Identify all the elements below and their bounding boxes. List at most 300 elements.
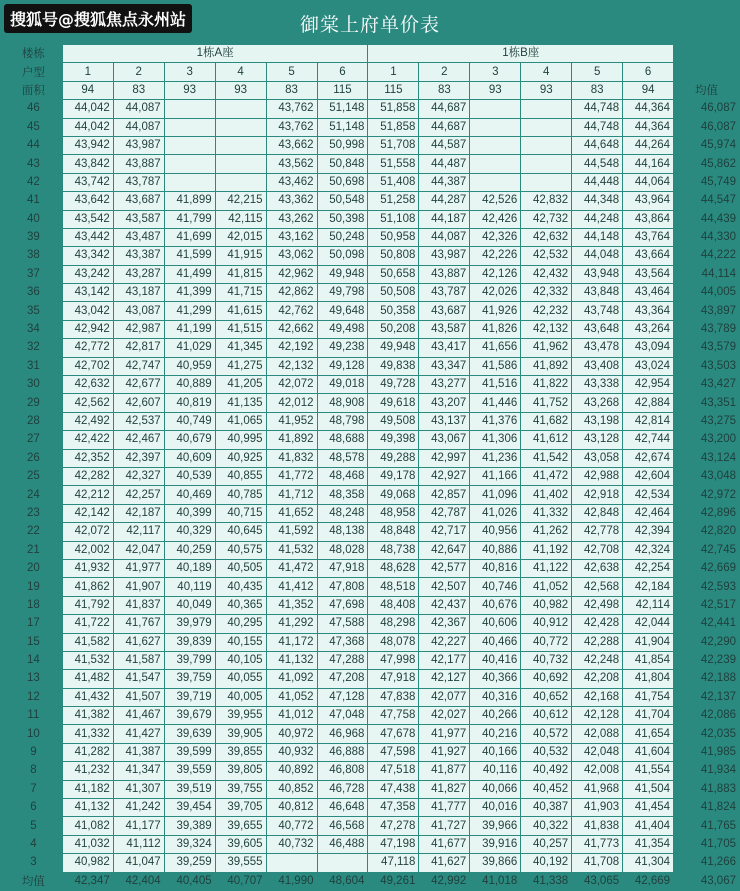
price-cell: 40,995 — [215, 431, 266, 449]
price-cell: 41,926 — [470, 302, 521, 320]
price-cell: 41,767 — [113, 615, 164, 633]
price-cell: 42,397 — [113, 449, 164, 467]
price-cell — [215, 155, 266, 173]
price-cell: 40,119 — [164, 578, 215, 596]
table-row — [5, 523, 740, 541]
price-cell: 41,837 — [113, 596, 164, 614]
price-cell: 42,918 — [572, 486, 623, 504]
price-cell: 42,142 — [62, 504, 113, 522]
price-cell: 41,862 — [62, 578, 113, 596]
price-cell: 41,387 — [113, 743, 164, 761]
price-cell: 40,329 — [164, 523, 215, 541]
area-cell: 83 — [113, 81, 164, 99]
price-cell: 42,562 — [62, 394, 113, 412]
price-cell: 40,746 — [470, 578, 521, 596]
price-cell: 41,962 — [521, 339, 572, 357]
table-row — [5, 173, 740, 191]
price-cell: 43,277 — [419, 376, 470, 394]
row-average: 42,517 — [700, 598, 736, 611]
price-cell: 40,692 — [521, 670, 572, 688]
floor-number: 43 — [27, 157, 40, 170]
price-cell: 40,749 — [164, 412, 215, 430]
price-cell: 39,599 — [164, 743, 215, 761]
column-average: 42,347 — [74, 874, 110, 887]
price-cell: 44,548 — [572, 155, 623, 173]
price-cell: 44,687 — [419, 118, 470, 136]
price-cell: 42,282 — [62, 467, 113, 485]
price-cell: 42,332 — [521, 284, 572, 302]
row-average: 43,579 — [700, 341, 736, 354]
price-cell: 40,192 — [521, 854, 572, 872]
price-cell: 40,257 — [521, 835, 572, 853]
area-cell: 93 — [521, 81, 572, 99]
price-cell: 40,505 — [215, 559, 266, 577]
price-cell: 41,682 — [521, 412, 572, 430]
price-cell: 49,398 — [368, 431, 419, 449]
price-cell: 44,648 — [572, 136, 623, 154]
unit-type-cell: 6 — [623, 63, 674, 81]
unit-type-cell: 1 — [62, 63, 113, 81]
table-row — [5, 357, 740, 375]
price-cell: 44,264 — [623, 136, 674, 154]
row-average: 46,087 — [700, 120, 736, 133]
price-cell: 42,088 — [572, 725, 623, 743]
price-cell: 43,648 — [572, 320, 623, 338]
price-cell: 41,332 — [62, 725, 113, 743]
price-cell: 44,164 — [623, 155, 674, 173]
price-cell: 40,982 — [62, 854, 113, 872]
row-average: 44,222 — [700, 249, 736, 262]
price-cell: 41,792 — [62, 596, 113, 614]
price-cell: 41,752 — [521, 394, 572, 412]
floor-number: 9 — [30, 746, 37, 759]
price-cell: 41,586 — [470, 357, 521, 375]
price-cell: 44,487 — [419, 155, 470, 173]
price-cell: 39,955 — [215, 707, 266, 725]
price-cell — [521, 155, 572, 173]
price-cell: 40,189 — [164, 559, 215, 577]
table-row — [5, 541, 740, 559]
price-cell: 46,568 — [317, 817, 368, 835]
price-cell: 40,532 — [521, 743, 572, 761]
price-cell — [470, 155, 521, 173]
price-cell: 43,542 — [62, 210, 113, 228]
price-cell: 51,108 — [368, 210, 419, 228]
price-cell: 50,098 — [317, 247, 368, 265]
table-row — [5, 467, 740, 485]
price-cell: 46,488 — [317, 835, 368, 853]
price-cell: 43,864 — [623, 210, 674, 228]
price-cell: 41,932 — [62, 559, 113, 577]
price-cell: 39,905 — [215, 725, 266, 743]
price-cell: 42,677 — [113, 376, 164, 394]
price-cell: 43,764 — [623, 228, 674, 246]
table-row — [5, 376, 740, 394]
price-cell: 40,932 — [266, 743, 317, 761]
price-cell: 41,754 — [623, 688, 674, 706]
price-cell: 42,324 — [623, 541, 674, 559]
price-cell: 50,548 — [317, 192, 368, 210]
price-cell: 41,199 — [164, 320, 215, 338]
price-cell: 47,278 — [368, 817, 419, 835]
price-cell: 41,547 — [113, 670, 164, 688]
table-row — [5, 320, 740, 338]
price-cell: 41,977 — [419, 725, 470, 743]
price-cell: 40,912 — [521, 615, 572, 633]
column-average: 41,990 — [278, 874, 314, 887]
price-cell: 42,327 — [113, 467, 164, 485]
floor-number: 36 — [27, 286, 40, 299]
price-cell: 48,408 — [368, 596, 419, 614]
price-cell: 42,772 — [62, 339, 113, 357]
price-cell: 42,467 — [113, 431, 164, 449]
unit-type-cell: 2 — [113, 63, 164, 81]
price-cell: 40,892 — [266, 762, 317, 780]
unit-type-cell: 2 — [419, 63, 470, 81]
price-cell: 42,862 — [266, 284, 317, 302]
price-cell: 44,587 — [419, 136, 470, 154]
price-cell: 44,748 — [572, 100, 623, 118]
price-cell: 42,002 — [62, 541, 113, 559]
price-cell: 44,148 — [572, 228, 623, 246]
row-average: 43,124 — [700, 451, 736, 464]
price-cell: 50,808 — [368, 247, 419, 265]
price-cell: 43,942 — [62, 136, 113, 154]
price-cell — [215, 173, 266, 191]
price-cell: 39,389 — [164, 817, 215, 835]
floor-number: 39 — [27, 231, 40, 244]
price-cell: 41,772 — [266, 467, 317, 485]
floor-number: 6 — [30, 801, 37, 814]
row-average: 42,896 — [700, 506, 736, 519]
price-cell: 41,446 — [470, 394, 521, 412]
price-cell: 41,112 — [113, 835, 164, 853]
price-cell: 43,408 — [572, 357, 623, 375]
floor-number: 4 — [30, 837, 37, 850]
price-cell: 41,627 — [419, 854, 470, 872]
price-cell — [470, 118, 521, 136]
price-cell — [164, 136, 215, 154]
price-cell: 42,942 — [62, 320, 113, 338]
price-cell: 46,888 — [317, 743, 368, 761]
price-cell — [521, 136, 572, 154]
price-cell: 41,615 — [215, 302, 266, 320]
table-row — [5, 780, 740, 798]
price-cell: 42,534 — [623, 486, 674, 504]
row-average: 44,547 — [700, 194, 736, 207]
price-cell: 41,722 — [62, 615, 113, 633]
price-cell — [521, 118, 572, 136]
row-average: 45,749 — [700, 175, 736, 188]
price-cell: 41,715 — [215, 284, 266, 302]
row-average: 42,745 — [700, 543, 736, 556]
price-cell: 43,417 — [419, 339, 470, 357]
price-cell: 40,322 — [521, 817, 572, 835]
footer-row — [5, 872, 740, 890]
price-cell: 42,077 — [419, 688, 470, 706]
price-cell: 43,848 — [572, 284, 623, 302]
price-cell: 41,454 — [623, 799, 674, 817]
price-cell: 43,787 — [113, 173, 164, 191]
price-cell: 41,192 — [521, 541, 572, 559]
column-average: 41,018 — [482, 874, 518, 887]
price-cell: 41,382 — [62, 707, 113, 725]
price-cell: 42,114 — [623, 596, 674, 614]
price-cell: 42,426 — [470, 210, 521, 228]
price-cell: 50,958 — [368, 228, 419, 246]
row-average: 42,035 — [700, 727, 736, 740]
price-cell: 41,877 — [419, 762, 470, 780]
area-cell: 93 — [215, 81, 266, 99]
price-cell: 41,236 — [470, 449, 521, 467]
unit-type-cell: 3 — [470, 63, 521, 81]
price-cell: 41,582 — [62, 633, 113, 651]
table-row — [5, 651, 740, 669]
price-cell: 43,137 — [419, 412, 470, 430]
price-cell: 48,518 — [368, 578, 419, 596]
price-cell: 40,972 — [266, 725, 317, 743]
price-cell: 39,759 — [164, 670, 215, 688]
price-cell: 41,826 — [470, 320, 521, 338]
unit-type-cell: 1 — [368, 63, 419, 81]
unit-type-label: 户型 — [21, 64, 45, 79]
table-row — [5, 265, 740, 283]
price-cell: 49,948 — [368, 339, 419, 357]
row-average: 42,290 — [700, 635, 736, 648]
price-cell: 44,748 — [572, 118, 623, 136]
price-cell: 43,387 — [113, 247, 164, 265]
price-cell: 46,648 — [317, 799, 368, 817]
price-cell: 48,798 — [317, 412, 368, 430]
price-cell — [470, 173, 521, 191]
price-cell: 40,812 — [266, 799, 317, 817]
floor-number: 18 — [27, 598, 40, 611]
price-cell: 41,656 — [470, 339, 521, 357]
price-cell: 43,338 — [572, 376, 623, 394]
row-average: 41,705 — [700, 837, 736, 850]
price-cell: 50,698 — [317, 173, 368, 191]
price-cell: 49,498 — [317, 320, 368, 338]
price-cell: 41,892 — [521, 357, 572, 375]
price-cell: 42,744 — [623, 431, 674, 449]
price-cell: 42,997 — [419, 449, 470, 467]
price-cell: 39,755 — [215, 780, 266, 798]
price-cell: 42,128 — [572, 707, 623, 725]
building-b-header: 1栋B座 — [368, 45, 674, 63]
price-cell: 44,087 — [113, 100, 164, 118]
price-cell: 42,817 — [113, 339, 164, 357]
price-cell: 41,012 — [266, 707, 317, 725]
price-cell: 43,287 — [113, 265, 164, 283]
price-cell: 42,607 — [113, 394, 164, 412]
price-cell: 43,562 — [266, 155, 317, 173]
table-row — [5, 559, 740, 577]
price-cell: 42,288 — [572, 633, 623, 651]
price-cell: 41,712 — [266, 486, 317, 504]
price-cell: 47,208 — [317, 670, 368, 688]
price-cell: 42,492 — [62, 412, 113, 430]
price-cell: 41,708 — [572, 854, 623, 872]
price-cell: 41,677 — [419, 835, 470, 853]
price-cell: 39,605 — [215, 835, 266, 853]
price-cell: 50,658 — [368, 265, 419, 283]
unit-type-cell: 4 — [521, 63, 572, 81]
table-row — [5, 284, 740, 302]
price-cell: 39,679 — [164, 707, 215, 725]
unit-type-cell: 3 — [164, 63, 215, 81]
price-cell — [164, 155, 215, 173]
row-average: 44,005 — [700, 286, 736, 299]
price-cell: 42,747 — [113, 357, 164, 375]
price-cell: 46,968 — [317, 725, 368, 743]
price-cell: 41,822 — [521, 376, 572, 394]
price-cell: 42,394 — [623, 523, 674, 541]
price-cell: 43,642 — [62, 192, 113, 210]
price-cell: 41,604 — [623, 743, 674, 761]
price-cell — [164, 173, 215, 191]
price-cell: 40,886 — [470, 541, 521, 559]
price-cell: 40,295 — [215, 615, 266, 633]
price-cell: 39,855 — [215, 743, 266, 761]
price-cell: 44,348 — [572, 192, 623, 210]
price-cell: 42,814 — [623, 412, 674, 430]
table-row — [5, 596, 740, 614]
row-average: 42,593 — [700, 580, 736, 593]
price-cell: 42,577 — [419, 559, 470, 577]
floor-number: 8 — [30, 764, 37, 777]
price-cell: 42,012 — [266, 394, 317, 412]
price-cell: 42,662 — [266, 320, 317, 338]
price-cell: 39,454 — [164, 799, 215, 817]
column-average: 40,707 — [227, 874, 263, 887]
price-cell: 39,655 — [215, 817, 266, 835]
price-cell: 40,785 — [215, 486, 266, 504]
price-cell: 41,032 — [62, 835, 113, 853]
table-row — [5, 835, 740, 853]
price-cell: 40,959 — [164, 357, 215, 375]
price-cell: 40,452 — [521, 780, 572, 798]
price-cell: 43,762 — [266, 100, 317, 118]
price-cell: 40,492 — [521, 762, 572, 780]
floor-number: 37 — [27, 267, 40, 280]
table-row — [5, 136, 740, 154]
price-cell: 42,632 — [62, 376, 113, 394]
price-cell: 43,687 — [419, 302, 470, 320]
area-cell: 83 — [572, 81, 623, 99]
floor-number: 44 — [27, 139, 40, 152]
table-row — [5, 615, 740, 633]
column-average: 42,669 — [634, 874, 671, 887]
price-cell: 49,508 — [368, 412, 419, 430]
price-cell: 41,542 — [521, 449, 572, 467]
price-cell: 43,058 — [572, 449, 623, 467]
price-cell: 42,117 — [113, 523, 164, 541]
floor-number: 12 — [27, 690, 40, 703]
price-cell: 40,416 — [470, 651, 521, 669]
price-cell: 43,887 — [419, 265, 470, 283]
price-cell — [317, 854, 368, 872]
price-cell: 42,884 — [623, 394, 674, 412]
price-cell: 40,016 — [470, 799, 521, 817]
price-cell — [164, 118, 215, 136]
price-cell: 48,138 — [317, 523, 368, 541]
price-cell: 40,469 — [164, 486, 215, 504]
price-cell: 49,648 — [317, 302, 368, 320]
price-cell: 41,352 — [266, 596, 317, 614]
floor-number: 7 — [30, 782, 37, 795]
area-cell: 115 — [317, 81, 368, 99]
floor-number: 24 — [27, 488, 40, 501]
price-cell: 41,627 — [113, 633, 164, 651]
price-cell: 41,968 — [572, 780, 623, 798]
floor-number: 10 — [27, 727, 40, 740]
price-cell: 40,365 — [215, 596, 266, 614]
price-cell: 50,508 — [368, 284, 419, 302]
floor-number: 20 — [27, 562, 40, 575]
price-cell: 41,612 — [521, 431, 572, 449]
price-cell: 51,148 — [317, 100, 368, 118]
price-cell: 41,516 — [470, 376, 521, 394]
price-cell — [164, 100, 215, 118]
area-cell: 93 — [470, 81, 521, 99]
price-cell: 39,799 — [164, 651, 215, 669]
price-cell: 50,248 — [317, 228, 368, 246]
price-cell: 40,772 — [521, 633, 572, 651]
price-cell: 41,952 — [266, 412, 317, 430]
price-cell: 40,005 — [215, 688, 266, 706]
price-cell: 41,132 — [62, 799, 113, 817]
row-average: 43,789 — [700, 323, 736, 336]
floor-number: 22 — [27, 525, 40, 538]
price-cell: 44,387 — [419, 173, 470, 191]
price-cell — [521, 100, 572, 118]
table-row — [5, 762, 740, 780]
price-cell: 42,708 — [572, 541, 623, 559]
price-cell: 43,067 — [419, 431, 470, 449]
price-cell: 41,292 — [266, 615, 317, 633]
price-cell: 41,804 — [623, 670, 674, 688]
price-cell: 42,187 — [113, 504, 164, 522]
price-cell: 41,399 — [164, 284, 215, 302]
price-cell: 43,094 — [623, 339, 674, 357]
price-cell: 41,827 — [419, 780, 470, 798]
floor-number: 30 — [27, 378, 40, 391]
area-label: 面积 — [21, 82, 45, 97]
price-cell: 43,142 — [62, 284, 113, 302]
price-cell: 49,128 — [317, 357, 368, 375]
floor-number: 5 — [30, 819, 37, 832]
price-cell: 41,467 — [113, 707, 164, 725]
price-cell: 41,122 — [521, 559, 572, 577]
price-cell: 40,956 — [470, 523, 521, 541]
price-cell: 42,027 — [419, 707, 470, 725]
price-cell: 41,052 — [266, 688, 317, 706]
price-cell: 40,982 — [521, 596, 572, 614]
price-cell: 42,215 — [215, 192, 266, 210]
price-cell: 43,587 — [113, 210, 164, 228]
price-cell: 47,998 — [368, 651, 419, 669]
price-cell: 43,687 — [113, 192, 164, 210]
table-row — [5, 118, 740, 136]
price-cell: 43,462 — [266, 173, 317, 191]
price-cell: 43,478 — [572, 339, 623, 357]
price-cell: 43,664 — [623, 247, 674, 265]
table-row — [5, 854, 740, 872]
price-cell: 48,958 — [368, 504, 419, 522]
price-cell: 47,198 — [368, 835, 419, 853]
price-cell: 51,258 — [368, 192, 419, 210]
price-cell: 41,654 — [623, 725, 674, 743]
